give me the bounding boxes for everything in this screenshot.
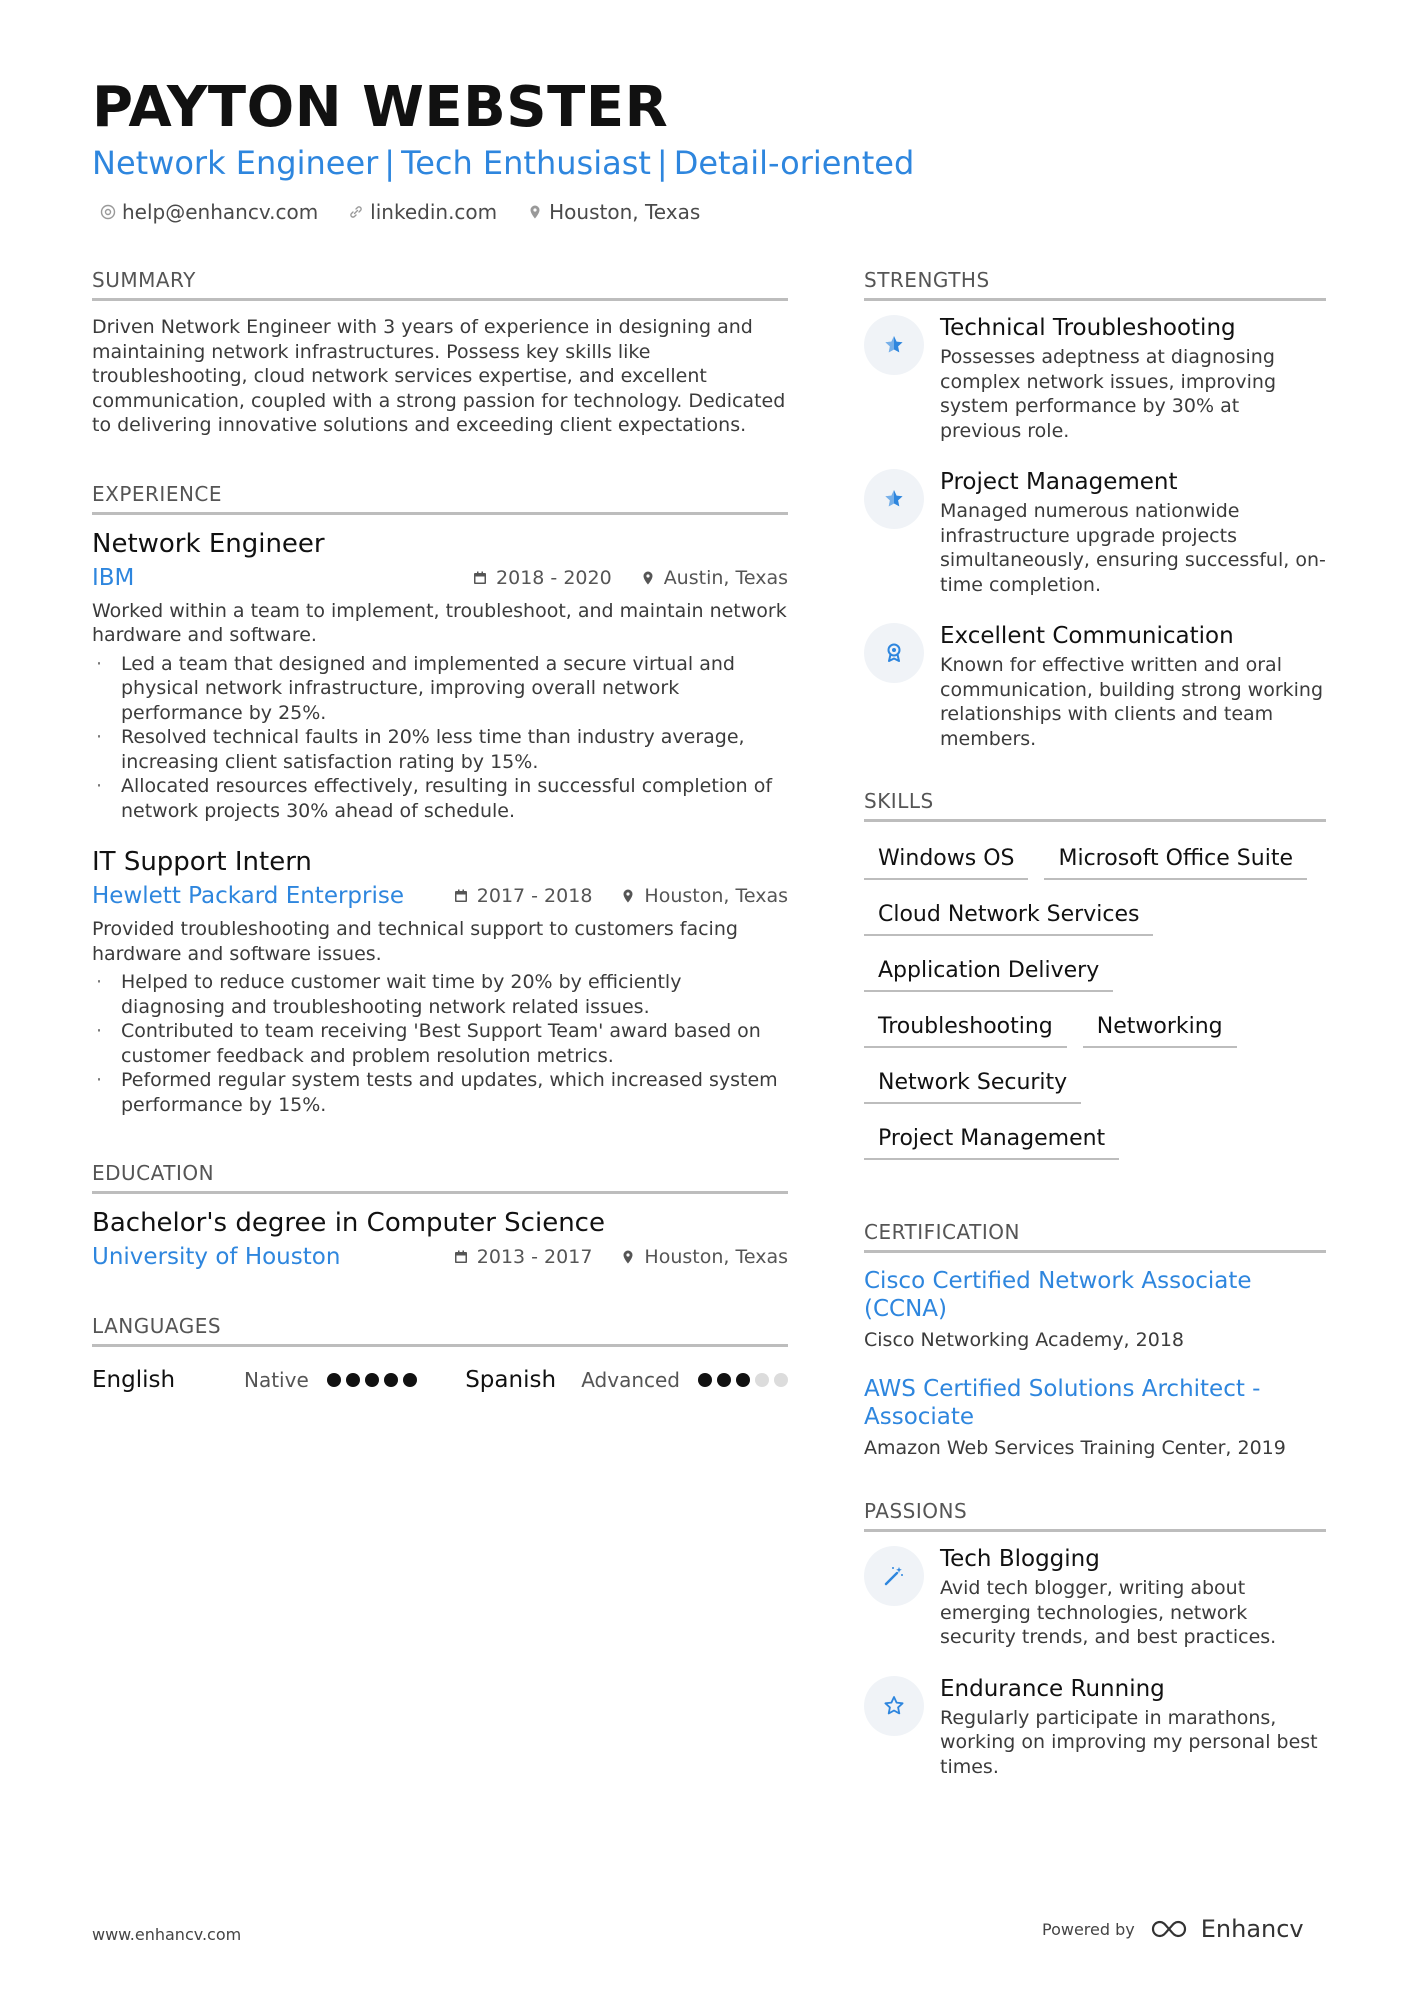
proficiency-dot-filled	[698, 1373, 712, 1387]
job-location	[620, 885, 788, 907]
language-name: Spanish	[465, 1367, 557, 1393]
company-name: IBM	[92, 564, 135, 591]
passion-title: Tech Blogging	[940, 1546, 1100, 1572]
calendar-icon	[453, 888, 469, 904]
job-location-text: Austin, Texas	[663, 566, 788, 589]
job-entry	[92, 529, 788, 824]
headline-title-2: Tech Enthusiast	[401, 144, 651, 182]
job-meta	[92, 565, 788, 591]
skill-tag: Network Security	[864, 1064, 1081, 1104]
section-heading: STRENGTHS	[864, 268, 1326, 301]
strength-description: Managed numerous nationwide infrastructure upgrade projects simultaneously, ensuring successful, on-time completion.	[940, 500, 1326, 596]
enhancv-logo-icon	[1149, 1917, 1195, 1941]
certification-title: AWS Certified Solutions Architect - Associate	[864, 1376, 1261, 1430]
strengths-section	[864, 268, 1326, 751]
job-bullets	[92, 970, 788, 1117]
passion-title: Endurance Running	[940, 1675, 1165, 1702]
education-location-text: Houston, Texas	[644, 1246, 788, 1268]
contact-bar	[100, 200, 700, 224]
skill-tag: Networking	[1083, 1008, 1237, 1048]
section-heading: LANGUAGES	[92, 1314, 788, 1347]
at-icon	[100, 204, 116, 220]
proficiency-dot-filled	[327, 1373, 341, 1387]
location-pin-icon	[620, 888, 636, 904]
job-bullets	[92, 652, 788, 824]
right-column	[864, 268, 1326, 1823]
section-heading: EDUCATION	[92, 1161, 788, 1194]
language-list	[92, 1361, 788, 1393]
job-meta	[92, 883, 788, 909]
passions-section	[864, 1499, 1326, 1779]
award-icon	[864, 623, 924, 683]
strength-item	[864, 315, 1326, 443]
certification-issuer: Amazon Web Services Training Center, 2019	[864, 1437, 1286, 1459]
job-description: Provided troubleshooting and technical support to customers facing hardware and software issues.	[92, 918, 738, 965]
summary-text: Driven Network Engineer with 3 years of experience in designing and maintaining network infrastructures. Possess key skills like troubleshooting, cloud network services expertise, and excellent communication, coupled with a strong passion for technology. Dedicated to delivering innovative solutions and exceeding client expectations.	[92, 316, 786, 436]
language-item	[465, 1367, 788, 1393]
summary-section	[92, 268, 788, 438]
footer-website[interactable]: www.enhancv.com	[92, 1925, 242, 1944]
job-dates	[453, 885, 593, 907]
strength-title: Project Management	[940, 469, 1178, 495]
candidate-name: PAYTON WEBSTER	[92, 75, 669, 140]
passion-description: Avid tech blogger, writing about emerging technologies, network security trends, and best practices.	[940, 1577, 1277, 1648]
degree-title: Bachelor's degree in Computer Science	[92, 1208, 605, 1238]
skill-tag: Application Delivery	[864, 952, 1113, 992]
magic-wand-icon	[864, 1546, 924, 1606]
proficiency-dot-filled	[384, 1373, 398, 1387]
section-heading: SUMMARY	[92, 268, 788, 301]
certification-item	[864, 1267, 1326, 1351]
contact-location	[527, 200, 700, 224]
education-dates	[453, 1246, 593, 1268]
education-dates-text: 2013 - 2017	[476, 1246, 593, 1268]
section-heading: SKILLS	[864, 789, 1326, 822]
job-location	[640, 567, 788, 589]
school-name: University of Houston	[92, 1244, 341, 1270]
section-heading: CERTIFICATION	[864, 1220, 1326, 1253]
section-heading: PASSIONS	[864, 1499, 1326, 1532]
education-meta	[92, 1244, 788, 1270]
job-location-text: Houston, Texas	[644, 885, 788, 907]
proficiency-dot-filled	[346, 1373, 360, 1387]
job-entry	[92, 847, 788, 1117]
enhancv-logo-text: Enhancv	[1200, 1915, 1304, 1943]
company-name: Hewlett Packard Enterprise	[92, 883, 405, 909]
passion-item	[864, 1676, 1326, 1780]
skill-tag: Microsoft Office Suite	[1044, 840, 1307, 880]
job-bullet: · Allocated resources effectively, resulting in successful completion of network projects 30% ahead of schedule.	[92, 774, 788, 823]
job-bullet: · Led a team that designed and implemented a secure virtual and physical network infrastructure, improving overall network performance by 25%.	[92, 652, 788, 726]
job-dates-text: 2018 - 2020	[496, 566, 612, 589]
job-bullet: · Contributed to team receiving 'Best Support Team' award based on customer feedback and problem resolution metrics.	[92, 1019, 788, 1068]
headline	[92, 144, 914, 182]
powered-by-label: Powered by	[1042, 1919, 1135, 1939]
location-pin-icon	[527, 204, 543, 220]
proficiency-dot-filled	[717, 1373, 731, 1387]
star-outline-icon	[864, 1676, 924, 1736]
contact-linkedin-text: linkedin.com	[370, 200, 498, 224]
job-title: IT Support Intern	[92, 847, 312, 877]
passion-description: Regularly participate in marathons, working on improving my personal best times.	[940, 1706, 1318, 1778]
job-dates-location	[472, 567, 788, 589]
certification-issuer: Cisco Networking Academy, 2018	[864, 1329, 1184, 1351]
strength-title: Technical Troubleshooting	[940, 315, 1236, 341]
headline-title-1: Network Engineer	[92, 144, 379, 182]
language-proficiency-dots	[698, 1373, 788, 1387]
skills-list	[864, 836, 1326, 1160]
skill-tag: Cloud Network Services	[864, 896, 1153, 936]
enhancv-logo[interactable]	[1149, 1915, 1304, 1943]
skill-tag: Project Management	[864, 1120, 1119, 1160]
star-icon	[864, 315, 924, 375]
location-pin-icon	[620, 1249, 636, 1265]
job-bullet: · Peformed regular system tests and updates, which increased system performance by 15%.	[92, 1068, 788, 1117]
language-level: Native	[244, 1368, 309, 1392]
proficiency-dot-filled	[403, 1373, 417, 1387]
strength-item	[864, 623, 1326, 751]
headline-separator: |	[656, 144, 668, 182]
education-location	[620, 1246, 788, 1268]
language-level: Advanced	[581, 1368, 680, 1392]
job-description: Worked within a team to implement, troubleshoot, and maintain network hardware and software.	[92, 599, 787, 646]
job-dates	[472, 567, 612, 589]
proficiency-dot-filled	[365, 1373, 379, 1387]
contact-location-text: Houston, Texas	[549, 200, 701, 224]
link-icon	[348, 204, 364, 220]
contact-linkedin[interactable]	[348, 200, 497, 224]
proficiency-dot-empty	[755, 1373, 769, 1387]
education-dates-location	[453, 1246, 788, 1268]
left-column	[92, 268, 788, 1437]
proficiency-dot-empty	[774, 1373, 788, 1387]
skills-section	[864, 789, 1326, 1160]
calendar-icon	[472, 570, 488, 586]
strength-description: Known for effective written and oral communication, building strong working relationships with clients and team members.	[940, 654, 1324, 750]
languages-section	[92, 1314, 788, 1393]
strength-title: Excellent Communication	[940, 623, 1234, 649]
passion-item	[864, 1546, 1326, 1650]
section-heading: EXPERIENCE	[92, 482, 788, 515]
job-title: Network Engineer	[92, 528, 325, 559]
job-bullet: · Resolved technical faults in 20% less time than industry average, increasing client satisfaction rating by 15%.	[92, 725, 788, 774]
strength-description: Possesses adeptness at diagnosing complex network issues, improving system performance by 30% at previous role.	[940, 346, 1277, 442]
language-proficiency-dots	[327, 1373, 417, 1387]
job-dates-text: 2017 - 2018	[476, 885, 593, 907]
contact-email-text: help@enhancv.com	[122, 200, 319, 224]
certification-item	[864, 1375, 1326, 1459]
experience-section	[92, 482, 788, 1118]
headline-separator: |	[384, 144, 396, 182]
location-pin-icon	[640, 570, 656, 586]
language-item	[92, 1367, 417, 1393]
education-section	[92, 1161, 788, 1270]
job-dates-location	[453, 885, 788, 907]
skill-tag: Troubleshooting	[864, 1008, 1067, 1048]
star-icon	[864, 469, 924, 529]
certification-section	[864, 1220, 1326, 1459]
proficiency-dot-filled	[736, 1373, 750, 1387]
footer-branding	[1042, 1915, 1304, 1943]
language-name: English	[92, 1367, 176, 1393]
contact-email[interactable]	[100, 200, 318, 224]
strength-item	[864, 469, 1326, 597]
calendar-icon	[453, 1249, 469, 1265]
job-bullet: · Helped to reduce customer wait time by 20% by efficiently diagnosing and troubleshooting network related issues.	[92, 970, 788, 1019]
skill-tag: Windows OS	[864, 840, 1028, 880]
certification-title: Cisco Certified Network Associate (CCNA)	[864, 1268, 1252, 1322]
headline-title-3: Detail-oriented	[673, 144, 915, 182]
